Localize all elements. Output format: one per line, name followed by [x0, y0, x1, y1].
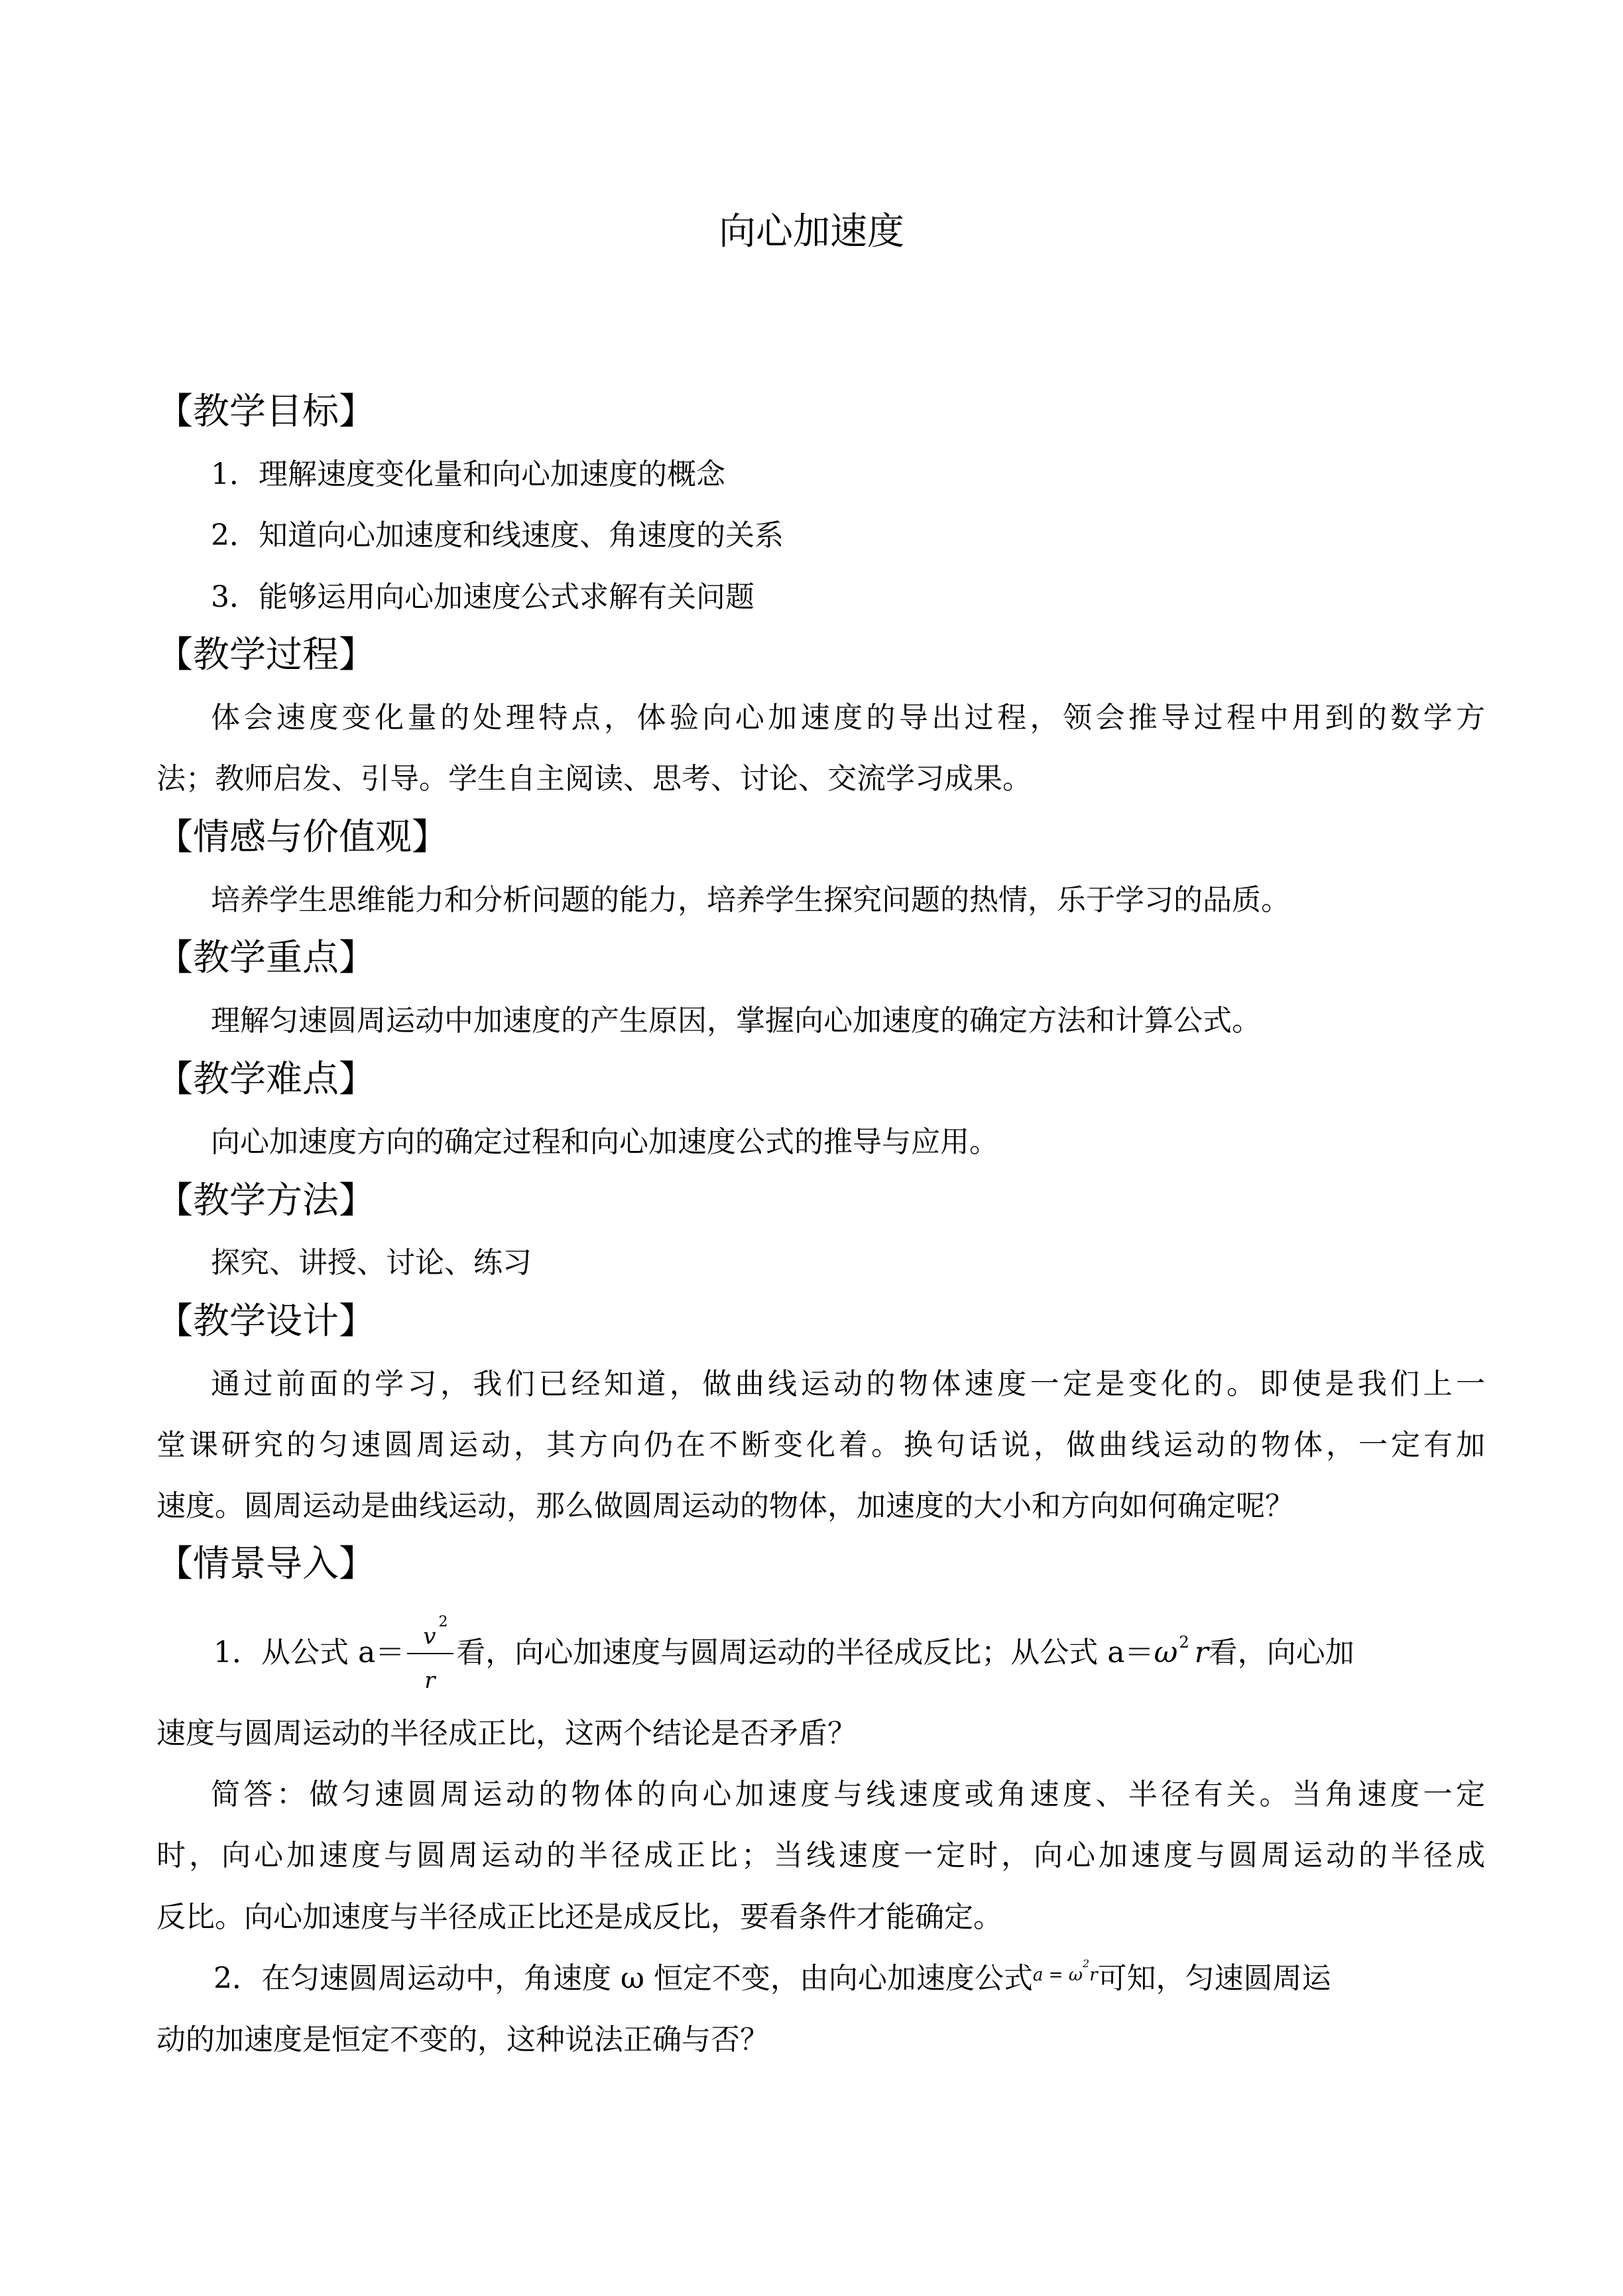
fraction-bar — [407, 1653, 453, 1654]
formula-omega-2: ω — [1068, 1964, 1083, 1985]
question-2-text-a: 2．在匀速圆周运动中，角速度 ω 恒定不变，由向心加速度公式 — [213, 1961, 1033, 1996]
formula-v2-over-r — [407, 1614, 453, 1694]
frac-denominator: r — [424, 1667, 436, 1694]
heading-design: 【教学设计】 — [156, 1299, 376, 1342]
answer-line-1: 简答：做匀速圆周运动的物体的向心加速度与线速度或角速度、半径有关。当角速度一定 — [211, 1778, 1485, 1811]
process-line-1: 体会速度变化量的处理特点，体验向心加速度的导出过程，领会推导过程中用到的数学方 — [211, 701, 1485, 735]
page-title: 向心加速度 — [719, 210, 904, 253]
formula-omega-exp: 2 — [1179, 1633, 1189, 1652]
answer-line-2: 时，向心加速度与圆周运动的半径成正比；当线速度一定时，向心加速度与圆周运动的半径成 — [156, 1839, 1485, 1872]
formula-exp-2: 2 — [1082, 1957, 1090, 1970]
process-line-2: 法；教师启发、引导。学生自主阅读、思考、讨论、交流学习成果。 — [156, 762, 1032, 796]
frac-numerator: v — [423, 1623, 436, 1650]
key-points-line-1: 理解匀速圆周运动中加速度的产生原因，掌握向心加速度的确定方法和计算公式。 — [211, 1004, 1261, 1038]
heading-key-points: 【教学重点】 — [156, 936, 376, 979]
answer-line-3: 反比。向心加速度与半径成正比还是成反比，要看条件才能确定。 — [156, 1900, 1002, 1934]
question-1-text-b: 看，向心加速度与圆周运动的半径成反比；从公式 a＝ — [456, 1636, 1154, 1669]
question-1-line-2: 速度与圆周运动的半径成正比，这两个结论是否矛盾？ — [156, 1717, 857, 1750]
formula-r: r — [1194, 1636, 1209, 1669]
values-line-1: 培养学生思维能力和分析问题的能力，培养学生探究问题的热情，乐于学习的品质。 — [211, 883, 1290, 917]
goal-item-1: 1．理解速度变化量和向心加速度的概念 — [211, 457, 725, 491]
heading-values: 【情感与价值观】 — [156, 816, 449, 858]
question-1-text-a: 1．从公式 a＝ — [213, 1636, 405, 1669]
formula-a-omega2-r — [1032, 1957, 1098, 1985]
formula-r-2: r — [1089, 1964, 1098, 1985]
heading-goals: 【教学目标】 — [156, 390, 376, 432]
question-2-line-1 — [213, 1957, 1331, 2002]
goal-item-2: 2．知道向心加速度和线速度、角速度的关系 — [211, 518, 784, 552]
heading-difficulties: 【教学难点】 — [156, 1057, 376, 1100]
formula-eq: = — [1043, 1964, 1069, 1985]
question-2-line-2: 动的加速度是恒定不变的，这种说法正确与否？ — [156, 2023, 769, 2057]
question-1-line-1 — [213, 1614, 1354, 1694]
formula-lhs: a — [1032, 1964, 1044, 1985]
methods-line-1: 探究、讲授、讨论、练习 — [211, 1246, 532, 1280]
frac-numerator-exp: 2 — [438, 1614, 448, 1630]
heading-intro: 【情景导入】 — [156, 1542, 376, 1585]
heading-methods: 【教学方法】 — [156, 1179, 376, 1221]
question-2-text-b: 可知，匀速圆周运 — [1097, 1961, 1331, 1996]
heading-process: 【教学过程】 — [156, 633, 376, 676]
design-line-3: 速度。圆周运动是曲线运动，那么做圆周运动的物体，加速度的大小和方向如何确定呢？ — [156, 1489, 1294, 1523]
difficulties-line-1: 向心加速度方向的确定过程和向心加速度公式的推导与应用。 — [211, 1125, 998, 1159]
design-line-1: 通过前面的学习，我们已经知道，做曲线运动的物体速度一定是变化的。即使是我们上一 — [211, 1367, 1485, 1401]
design-line-2: 堂课研究的匀速圆周运动，其方向仍在不断变化着。换句话说，做曲线运动的物体，一定有加 — [156, 1428, 1485, 1462]
question-1-text-c: 看，向心加 — [1208, 1636, 1354, 1669]
goal-item-3: 3．能够运用向心加速度公式求解有关问题 — [211, 580, 754, 614]
formula-omega: ω — [1154, 1636, 1178, 1669]
